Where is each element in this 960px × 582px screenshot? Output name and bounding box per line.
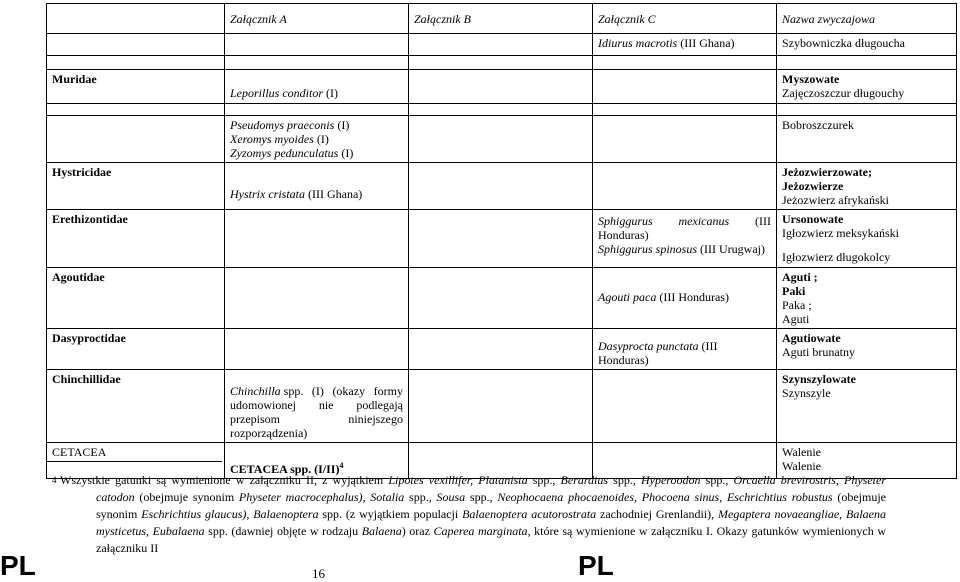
cell-annex-c: Idiurus macrotis (III Ghana) [593,34,777,56]
cell-annex-a: CETACEA spp. $(I/II)^4$ [225,443,409,479]
cell-annex-a: Hystrix cristata (III Ghana) [225,163,409,210]
cell-annex-a: Pseudomys praeconis (I) Xeromys myoides (I) Zyzomys pedunculatus (I) [225,116,409,163]
footnote-mark: 4 [52,475,57,485]
cell-common-name: Bobroszczurek [777,116,957,163]
cell-annex-c: Agouti paca (III Honduras) [593,268,777,329]
table-row [47,268,957,329]
cell-annex-a: Chinchilla spp. (I) (okazy formy udomowionej nie podlegają przepisom niniejszego rozporządzenia) [225,370,409,443]
cell-common-name: Myszowate Zajęczoszczur długouchy [777,70,957,104]
cell-common-name: Aguti ; Paki Paka ; Aguti [777,268,957,329]
cell-common-name: Szybowniczka długoucha [777,34,957,56]
header-annex-b: Załącznik B [409,4,593,34]
cell-annex-a: Leporillus conditor (I) [225,70,409,104]
language-label-right: PL [578,550,614,581]
cell-common-name: Ursonowate Igłozwierz meksykański Igłozwierz długokolcy [777,210,957,268]
cell-annex-c: Dasyprocta punctata (III Honduras) [593,329,777,370]
cell-common-name: Agutiowate Aguti brunatny [777,329,957,370]
cell-family: Agoutidae [47,268,225,329]
header-empty [47,4,225,34]
cell-family: Hystricidae [47,163,225,210]
table-row [47,329,957,370]
table-row [47,116,957,163]
table-row [47,370,957,443]
table-header-row [47,4,957,34]
cell-common-name: Jeżozwierzowate; Jeżozwierze Jeżozwierz afrykański [777,163,957,210]
cell-family: Chinchillidae [47,370,225,443]
header-common-name: Nazwa zwyczajowa [777,4,957,34]
footnote-text: Wszystkie gatunki są wymienione w załączniku II, z wyjątkiem Lipotes vexillifer, Platanista spp., Berardius spp., Hyperoodon spp., Orcaella brevirostris, Physeter catodon (obejmuje synonim Physeter macrocephalus), Sotalia spp., Sousa spp., Neophocaena phocaenoides, Phocoena sinus, Eschrichtius robustus (obejmuje synonim Eschrichtius glaucus), Balaenoptera spp. (z wyjątkiem populacji Balaenoptera acutorostrata zachodniej Grenlandii), Megaptera novaeangliae, Balaena mysticetus, Eubalaena spp. (dawniej objęte w rodzaju Balaena) oraz Caperea marginata, które są wymienione w załączniku I. Okazy gatunków wymienionych w załączniku II [60,473,887,555]
cell-common-name: Szynszylowate Szynszyle [777,370,957,443]
cell-family: Dasyproctidae [47,329,225,370]
footnote [52,472,886,557]
cell-family: Muridae [47,70,225,104]
table-row [47,163,957,210]
cell-common-name: Walenie Walenie [777,443,957,479]
header-annex-a: Załącznik A [225,4,409,34]
cell-family: Erethizontidae [47,210,225,268]
cell-family: CETACEA [47,443,225,479]
cell-annex-c: Sphiggurus mexicanus (III Honduras) Sphiggurus spinosus (III Urugwaj) [593,210,777,268]
language-label-left: PL [0,550,36,581]
species-table [46,3,957,479]
table-row [47,34,957,56]
table-row [47,70,957,104]
page-number: 16 [312,566,325,581]
header-annex-c: Załącznik C [593,4,777,34]
footnote-separator [46,461,222,462]
table-row [47,210,957,268]
